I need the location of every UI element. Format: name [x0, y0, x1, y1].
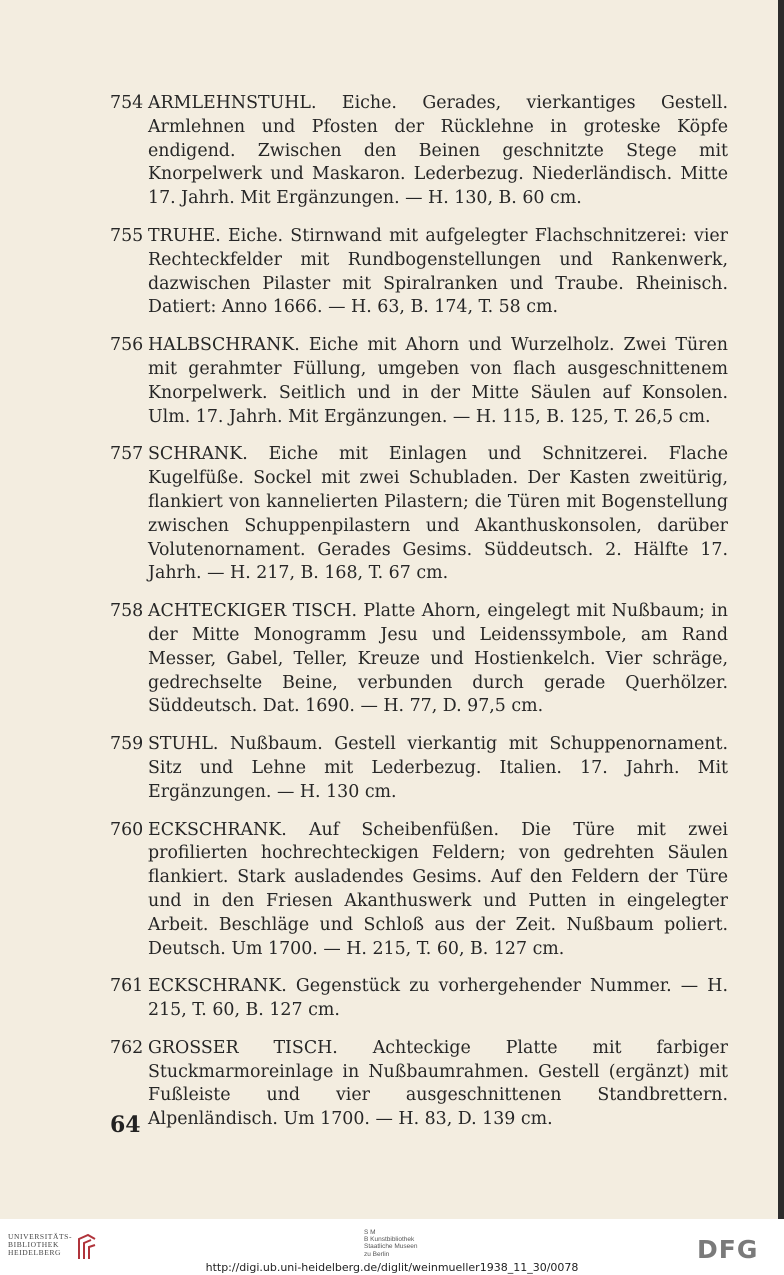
catalog-entry	[110, 334, 728, 429]
lot-description: TRUHE. Eiche. Stirnwand mit aufgelegter Flachschnitzerei: vier Rechteckfelder mit Rundbogenstellungen und Rankenwerk, dazwischen Pilaster mit Spiralranken und Traube. Rheinisch. Datiert: Anno 1666. — H. 63, B. 174, T. 58 cm.	[148, 225, 728, 318]
catalog-entry	[110, 975, 728, 1023]
catalog-entry	[110, 600, 728, 719]
lot-description: ECKSCHRANK. Auf Scheibenfüßen. Die Türe mit zwei profilierten hochrechteckigen Feldern; von gedrehten Säulen flankiert. Stark ausladendes Gesims. Auf den Feldern der Türe und in den Friesen Akanthuswerk und Putten in eingelegter Arbeit. Beschläge und Schloß aus der Zeit. Nußbaum poliert. Deutsch. Um 1700. — H. 215, T. 60, B. 127 cm.	[148, 819, 728, 959]
catalog-entry	[110, 92, 728, 211]
lot-number: 758	[110, 601, 144, 622]
heidelberg-emblem-icon	[76, 1233, 98, 1261]
museum-logo[interactable]: S M B Kunstbibliothek Staatliche Museen zu Berlin	[364, 1229, 418, 1258]
lot-number: 755	[110, 225, 144, 246]
lot-description: HALBSCHRANK. Eiche mit Ahorn und Wurzelholz. Zwei Türen mit gerahmter Füllung, umgeben von flach ausgeschnittenem Knorpelwerk. Seitlich und in der Mitte Säulen auf Konsolen. Ulm. 17. Jahrh. Mit Ergänzungen. — H. 115, B. 125, T. 26,5 cm.	[148, 335, 728, 427]
lot-number: 760	[110, 819, 144, 840]
catalog-entry	[110, 733, 728, 804]
lot-description: ACHTECKIGER TISCH. Platte Ahorn, eingelegt mit Nußbaum; in der Mitte Monogramm Jesu und Leidenssymbole, am Rand Messer, Gabel, Teller, Kreuze und Hostienkelch. Vier schräge, gedrechselte Beine, verbunden durch gerade Querhölzer. Süddeutsch. Dat. 1690. — H. 77, D. 97,5 cm.	[148, 601, 728, 717]
university-library-logo[interactable]	[8, 1233, 98, 1261]
lot-description: ARMLEHNSTUHL. Eiche. Gerades, vierkantiges Gestell. Armlehnen und Pfosten der Rücklehne in groteske Köpfe endigend. Zwischen den Beinen geschnitzte Stege mit Knorpelwerk und Maskaron. Lederbezug. Niederländisch. Mitte 17. Jahrh. Mit Ergänzungen. — H. 130, B. 60 cm.	[148, 93, 728, 209]
lot-description: SCHRANK. Eiche mit Einlagen und Schnitzerei. Flache Kugelfüße. Sockel mit zwei Schubladen. Der Kasten zweitürig, flankiert von kannelierten Pilastern; die Türen mit Bogenstellung zwischen Schuppenpilastern und Akanthuskonsolen, darüber Volutenornament. Gerades Gesims. Süddeutsch. 2. Hälfte 17. Jahrh. — H. 217, B. 168, T. 67 cm.	[148, 444, 728, 584]
source-url[interactable]: http://digi.ub.uni-heidelberg.de/diglit/weinmueller1938_11_30/0078	[205, 1261, 579, 1274]
university-logo-text: UNIVERSITÄTS- BIBLIOTHEK HEIDELBERG	[8, 1232, 73, 1258]
lot-number: 762	[110, 1037, 144, 1058]
lot-number: 754	[110, 93, 144, 113]
lot-number: 759	[110, 734, 144, 755]
page-number: 64	[110, 1112, 141, 1138]
footer-bar	[0, 1219, 784, 1275]
lot-description: STUHL. Nußbaum. Gestell vierkantig mit Schuppenornament. Sitz und Lehne mit Lederbezug. Italien. 17. Jahrh. Mit Ergänzungen. — H. 130 cm.	[148, 734, 728, 802]
catalog-entry	[110, 225, 728, 320]
catalog-entry-list	[110, 92, 728, 1146]
lot-description: ECKSCHRANK. Gegenstück zu vorhergehender Nummer. — H. 215, T. 60, B. 127 cm.	[148, 976, 728, 1021]
catalog-entry	[110, 1037, 728, 1132]
dfg-logo[interactable]: DFG	[697, 1235, 759, 1264]
catalog-entry	[110, 443, 728, 586]
lot-number: 756	[110, 335, 144, 356]
lot-description: GROSSER TISCH. Achteckige Platte mit farbiger Stuckmarmoreinlage in Nußbaumrahmen. Gestell (ergänzt) mit Fußleiste und vier ausgeschnittenen Standbrettern. Alpenländisch. Um 1700. — H. 83, D. 139 cm.	[148, 1037, 728, 1130]
lot-number: 761	[110, 976, 144, 997]
catalog-entry	[110, 819, 728, 962]
lot-number: 757	[110, 444, 144, 465]
